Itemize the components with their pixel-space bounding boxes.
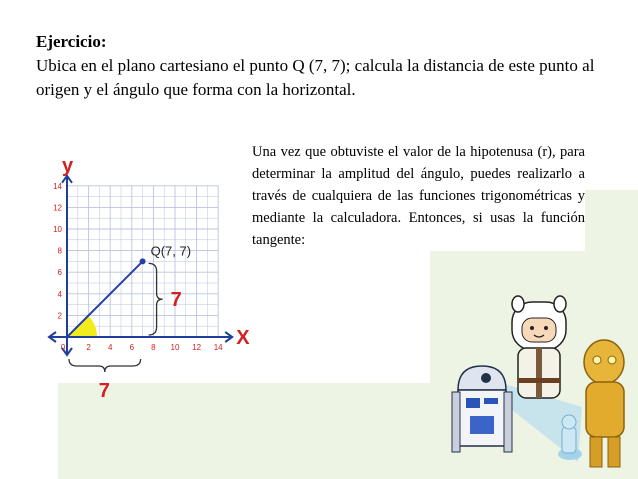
x-tick-label: 8 bbox=[151, 343, 156, 352]
y-tick-label: 10 bbox=[53, 225, 62, 234]
y-axis-label: y bbox=[62, 154, 74, 177]
x-tick-label: 14 bbox=[213, 343, 223, 352]
exercise-heading: Ejercicio: bbox=[36, 32, 107, 51]
cartesian-graph bbox=[40, 120, 250, 402]
point-q-label: Q(7, 7) bbox=[150, 243, 192, 259]
origin-label: 0 bbox=[60, 343, 66, 352]
horizontal-brace-label: 7 bbox=[98, 380, 110, 402]
x-tick-label: 2 bbox=[86, 343, 91, 352]
y-tick-label: 2 bbox=[57, 311, 62, 321]
explanation-text: Una vez que obtuviste el valor de la hipotenusa (r), para determinar la amplitud del ángulo, puedes realizarlo a través de cualquiera de las funciones trigonométricas y mediante la calculadora. Entonces, si usas la función tangente: bbox=[252, 141, 585, 251]
x-tick-label: 6 bbox=[129, 343, 135, 352]
point-q bbox=[140, 258, 146, 264]
exercise-text: Ubica en el plano cartesiano el punto Q (7, 7); calcula la distancia de este punto al origen y el ángulo que forma con la horizontal. bbox=[36, 56, 595, 99]
y-tick-label: 6 bbox=[57, 268, 62, 278]
hypotenuse-segment bbox=[67, 261, 143, 337]
x-tick-labels bbox=[86, 343, 223, 352]
y-tick-label: 14 bbox=[53, 181, 62, 191]
x-tick-label: 10 bbox=[170, 343, 180, 352]
y-tick-label: 12 bbox=[53, 203, 62, 213]
x-axis-label: X bbox=[236, 327, 250, 349]
y-tick-label: 4 bbox=[57, 289, 62, 299]
exercise-block bbox=[36, 30, 616, 102]
cartoon-characters-illustration bbox=[452, 292, 638, 472]
x-tick-label: 12 bbox=[192, 343, 202, 352]
finn-character bbox=[512, 296, 566, 398]
vertical-brace bbox=[149, 263, 163, 335]
x-tick-label: 4 bbox=[107, 343, 113, 352]
y-tick-labels bbox=[53, 182, 62, 321]
c3po-character bbox=[584, 340, 624, 467]
horizontal-brace bbox=[69, 359, 141, 372]
y-tick-label: 8 bbox=[57, 246, 62, 256]
vertical-brace-label: 7 bbox=[170, 289, 182, 312]
r2d2-character bbox=[452, 366, 512, 452]
